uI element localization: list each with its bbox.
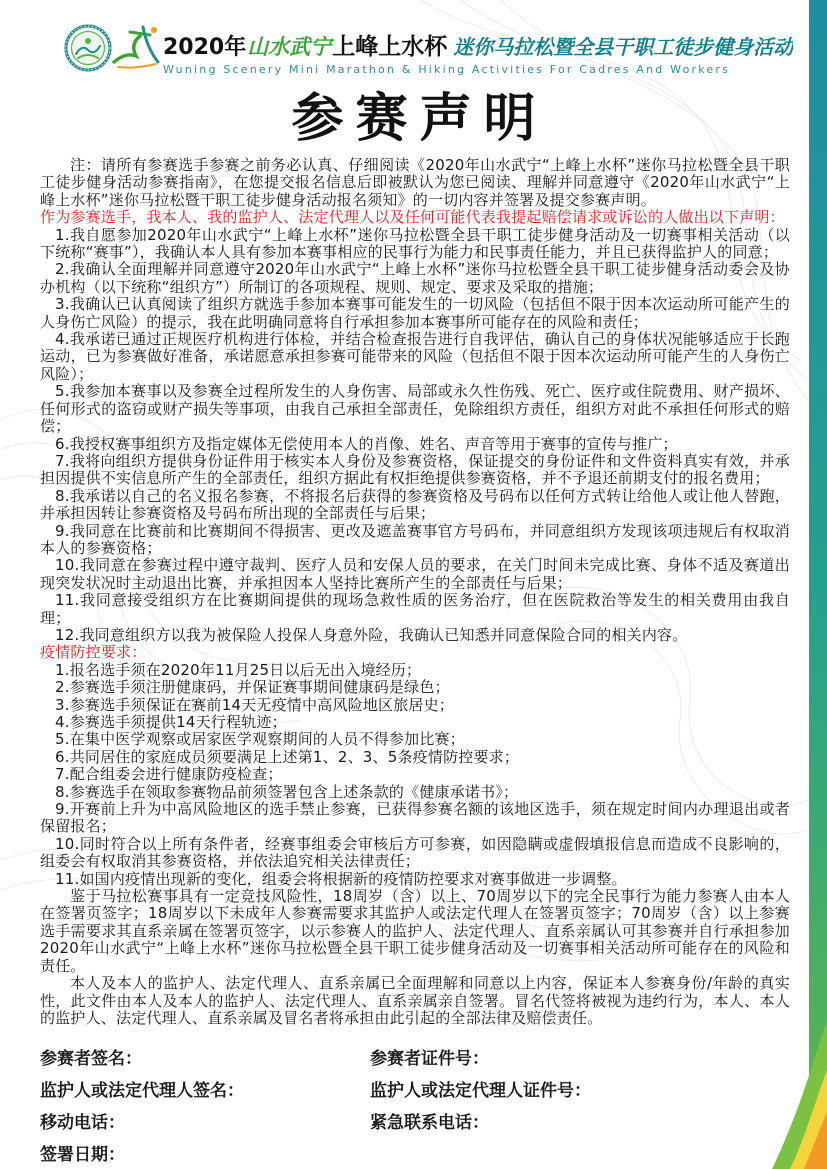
event-title-activity: 迷你马拉松暨全县干职工徒步健身活动 [453,35,793,59]
event-header [0,0,800,86]
declaration-item: 8.我承诺以自己的名义报名参赛，不将报名后获得的参赛资格及号码布以任何方式转让给他人或让他人替跑，并承担因转让参赛资格及号码布所出现的全部责任与后果； [40,486,790,523]
guardian-id-label: 监护人或法定代理人证件号： [370,1081,591,1102]
declaration-item: 4.我承诺已通过正规医疗机构进行体检，并结合检查报告进行自我评估，确认自己的身体状况能够适应于长跑运动，已为参赛做好准备，承诺愿意承担参赛可能带来的风险（包括但不限于因本次运动所可能产生的人身伤亡风险）； [40,330,790,383]
epidemic-rule: 8.参赛选手在领取参赛物品前须签署包含上述条款的《健康承诺书》； [55,782,519,801]
participant-id-label: 参赛者证件号： [370,1049,489,1070]
event-subtitle-english: Wuning Scenery Mini Marathon & Hiking Activities For Cadres And Workers [163,63,731,76]
signature-section [40,1043,790,1169]
declaration-item: 9.我同意在比赛前和比赛期间不得损害、更改及遮盖赛事官方号码布，并同意组织方发现该项违规后有权取消本人的参赛资格； [40,521,790,557]
event-title-brand: 山水武宁 [247,34,332,59]
epidemic-rule: 3.参赛选手须保证在赛前14天无疫情中高风险地区旅居史； [55,695,455,714]
calligraphy-runner-logo [110,22,162,72]
guardian-signature-label: 监护人或法定代理人签名： [40,1081,244,1102]
declaration-item: 2.我确认全面理解并同意遵守2020年山水武宁“上峰上水杯”迷你马拉松暨全县干职工徒步健身活动委会及协办机构（以下统称“组织方”）所制订的各项规程、规则、规定、要求及采取的措施； [40,260,790,296]
mobile-phone-label: 移动电话： [40,1113,125,1134]
declaration-item: 1.我自愿参加2020年山水武宁“上峰上水杯”迷你马拉松暨全县干职工徒步健身活动及一切赛事相关活动（以下统称“赛事”），我确认本人具有参加本赛事相应的民事行为能力和民事责任能力，并且已获得监护人的同意； [40,225,790,262]
declaration-item: 12.我同意组织方以我为被保险人投保人身意外险，我确认已知悉并同意保险合同的相关内容。 [55,625,688,644]
declaration-item: 7.我将向组织方提供身份证件用于核实本人身份及参赛资格，保证提交的身份证件和文件资料真实有效，并承担因提供不实信息所产生的全部责任，组织方据此有权拒绝提供参赛资格，并不予退还前期支付的报名费用； [40,451,790,488]
participant-signature-label: 参赛者签名： [40,1049,142,1070]
signature-empty-cell [370,1139,790,1169]
epidemic-rule: 9.开赛前上升为中高风险地区的选手禁止参赛，已获得参赛名额的该地区选手，须在规定时间内办理退出或者保留报名； [40,800,790,836]
epidemic-heading: 疫情防控要求： [40,643,147,662]
epidemic-rule: 1.报名选手须在2020年11月25日以后无出入境经历； [55,660,422,679]
event-title-year: 2020年 [163,35,247,60]
emergency-phone-label: 紧急联系电话： [370,1113,489,1134]
epidemic-rule: 10.同时符合以上所有条件者，经赛事组委会审核后方可参赛，如因隐瞒或虚假填报信息而造成不良影响的，组委会有权取消其参赛资格，并依法追究相关法律责任； [40,834,790,871]
declaration-intro: 作为参赛选手，我本人、我的监护人、法定代理人以及任何可能代表我提起赔偿请求或诉讼的人做出以下声明： [40,208,785,227]
declaration-body [40,157,790,1169]
epidemic-rule: 2.参赛选手须注册健康码，并保证赛事期间健康码是绿色； [55,678,450,697]
event-emblem-logo [64,24,112,72]
epidemic-rule: 7.配合组委会进行健康防疫检查； [55,765,283,784]
authenticity-paragraph: 本人及本人的监护人、法定代理人、直系亲属已全面理解和同意以上内容，保证本人参赛身份/年龄的真实性，此文件由本人及本人的监护人、法定代理人、直系亲属亲自签署。冒名代签将被视为违约行为，本人、本人的监护人、法定代理人、直系亲属及冒名者将承担由此引起的全部法律及赔偿责任。 [40,974,790,1027]
declaration-item: 11.我同意接受组织方在比赛期间提供的现场急救性质的医务治疗，但在医院救治等发生的相关费用由我自理； [40,591,790,627]
event-title-cup: 上峰上水杯 [332,34,448,60]
document-title: 参赛声明 [291,89,548,149]
epidemic-rule: 5.在集中医学观察或居家医学观察期间的人员不得参加比赛； [55,730,465,749]
epidemic-rule: 4.参赛选手须提供14天行程轨迹； [55,713,287,731]
epidemic-rule: 6.共同居住的家庭成员须要满足上述第1、2、3、5条疫情防控要求； [55,747,520,766]
declaration-item: 6.我授权赛事组织方及指定媒体无偿使用本人的肖像、姓名、声音等用于赛事的宣传与推广； [55,434,678,453]
epidemic-rule: 11.如国内疫情出现新的变化，组委会将根据新的疫情防控要求对赛事做进一步调整。 [55,869,627,888]
signing-date-label: 签署日期： [40,1145,125,1166]
note-paragraph: 注：请所有参赛选手参赛之前务必认真、仔细阅读《2020年山水武宁“上峰上水杯”迷你马拉松暨全县干职工徒步健身活动参赛指南》，在您提交报名信息后即被默认为您已阅读、理解并同意遵守《2020年山水武宁“上峰上水杯”迷你马拉松暨干职工徒步健身活动报名须知》的一切内容并签署及提交参赛声明。 [40,156,790,209]
declaration-item: 3.我确认已认真阅读了组织方就选手参加本赛事可能发生的一切风险（包括但不限于因本次运动所可能产生的人身伤亡风险）的提示，我在此明确同意将自行承担参加本赛事所可能存在的风险和责任； [40,295,790,331]
right-side-stripe [809,0,827,1169]
age-requirement-paragraph: 鉴于马拉松赛事具有一定竞技风险性，18周岁（含）以上、70周岁以下的完全民事行为能力参赛人由本人在签署页签字；18周岁以下未成年人参赛需要求其监护人或法定代理人在签署页签字；70周岁（含）以上参赛选手需要求其直系亲属在签署页签字，以示参赛人的监护人、法定代理人、直系亲属认可其参赛并自行承担参加2020年山水武宁“上峰上水杯”迷你马拉松暨全县干职工徒步健身活动及一切赛事相关活动所可能存在的风险和责任。 [40,887,790,975]
declaration-item: 5.我参加本赛事以及参赛全过程所发生的人身伤害、局部或永久性伤残、死亡、医疗或住院费用、财产损坏、任何形式的盗窃或财产损失等事项，由我自己承担全部责任，免除组织方责任，组织方对此不承担任何形式的赔偿； [40,382,790,436]
event-title [163,32,793,62]
declaration-item: 10.我同意在参赛过程中遵守裁判、医疗人员和安保人员的要求，在关门时间未完成比赛、身体不适及赛道出现突发状况时主动退出比赛，并承担因本人坚持比赛所产生的全部责任与后果； [40,556,790,592]
